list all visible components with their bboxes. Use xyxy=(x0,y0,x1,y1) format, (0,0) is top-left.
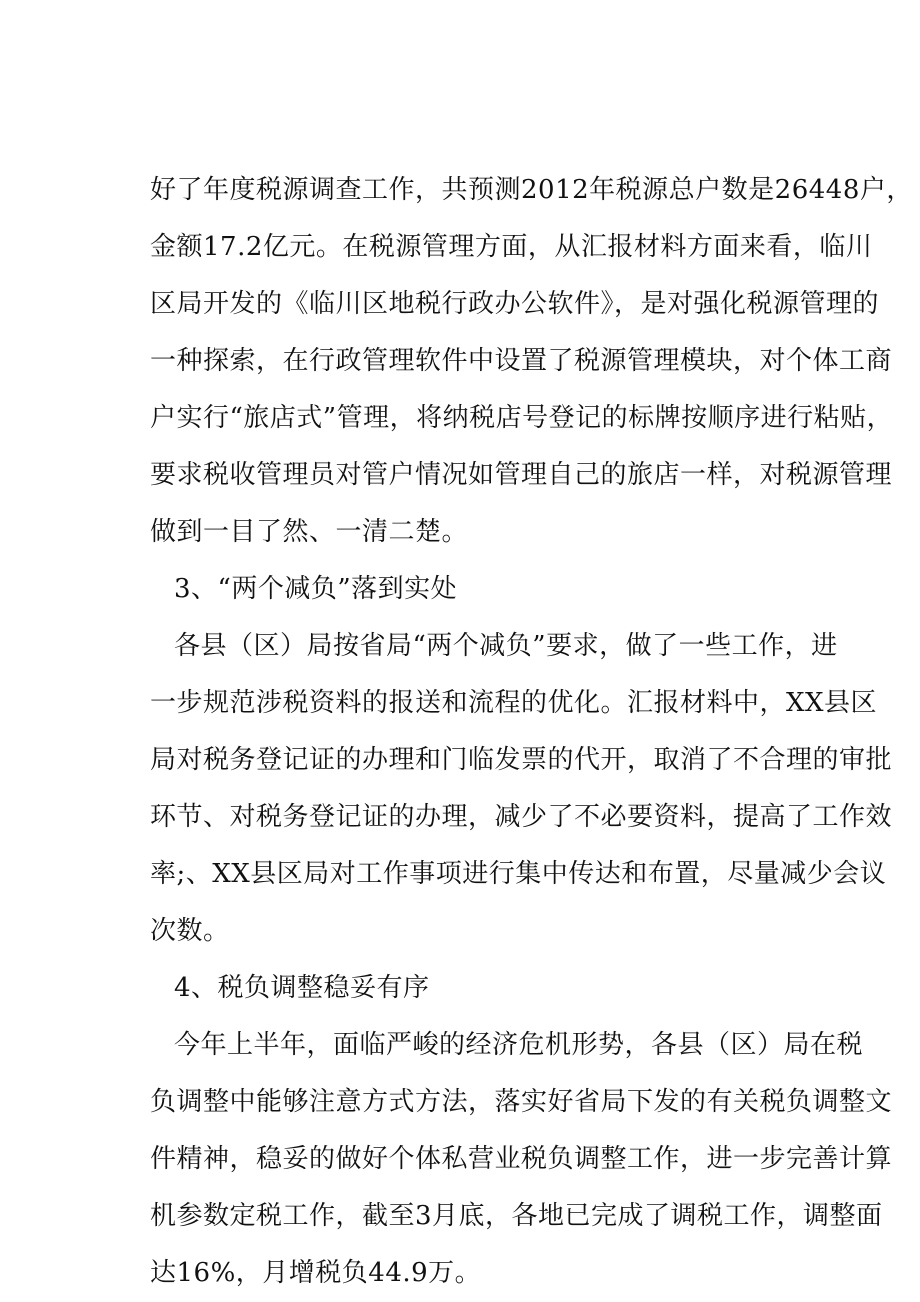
body-line-13: 率;、XX县区局对工作事项进行集中传达和布置，尽量减少会议 xyxy=(150,859,887,889)
body-line-18: 件精神，稳妥的做好个体私营业税负调整工作，进一步完善计算 xyxy=(150,1144,893,1174)
body-line-7: 做到一目了然、一清二楚。 xyxy=(150,517,469,547)
body-line-19: 机参数定税工作，截至3月底，各地已完成了调税工作，调整面 xyxy=(150,1201,883,1231)
section-heading-4: 4、税负调整稳妥有序 xyxy=(174,973,430,1003)
body-line-5: 户实行“旅店式”管理，将纳税店号登记的标牌按顺序进行粘贴， xyxy=(150,403,894,433)
body-line-9: 各县（区）局按省局“两个减负”要求，做了一些工作，进 xyxy=(174,631,838,661)
body-line-16: 今年上半年，面临严峻的经济危机形势，各县（区）局在税 xyxy=(174,1030,864,1060)
body-line-17: 负调整中能够注意方式方法，落实好省局下发的有关税负调整文 xyxy=(150,1087,893,1117)
body-line-11: 局对税务登记证的办理和门临发票的代开，取消了不合理的审批 xyxy=(150,745,893,775)
section-heading-3: 3、“两个减负”落到实处 xyxy=(174,574,458,604)
body-line-14: 次数。 xyxy=(150,916,230,946)
body-line-6: 要求税收管理员对管户情况如管理自己的旅店一样，对税源管理 xyxy=(150,460,893,490)
body-line-12: 环节、对税务登记证的办理，减少了不必要资料，提高了工作效 xyxy=(150,802,893,832)
body-line-1: 好了年度税源调查工作，共预测2012年税源总户数是26448户， xyxy=(150,175,913,205)
body-line-2: 金额17.2亿元。在税源管理方面，从汇报材料方面来看，临川 xyxy=(150,232,873,262)
body-line-3: 区局开发的《临川区地税行政办公软件》，是对强化税源管理的 xyxy=(150,289,880,319)
body-line-20: 达16%，月增税负44.9万。 xyxy=(150,1258,482,1288)
body-line-4: 一种探索，在行政管理软件中设置了税源管理模块，对个体工商 xyxy=(150,346,893,376)
body-line-10: 一步规范涉税资料的报送和流程的优化。汇报材料中，XX县区 xyxy=(150,688,878,718)
